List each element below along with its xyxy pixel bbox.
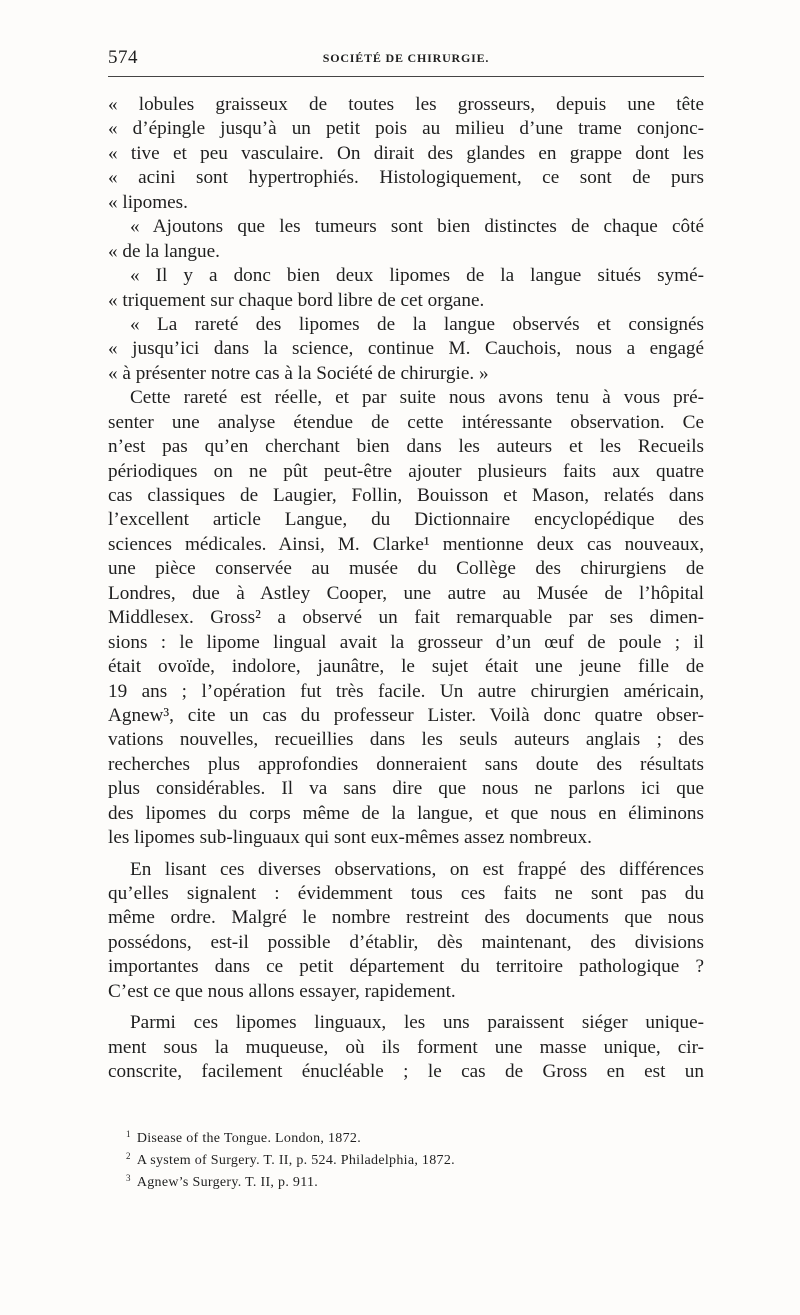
text-line: « lipomes. (108, 191, 188, 213)
text-line: Londres, due à Astley Cooper, une autre au Musée de l’hôpital (108, 582, 704, 604)
footnote-mark: 3 (126, 1173, 131, 1183)
page-number: 574 (108, 47, 138, 68)
body-paragraph (108, 1011, 704, 1084)
text-line: Agnew³, cite un cas du professeur Lister. Voilà donc quatre obser- (108, 704, 704, 726)
footnote (126, 1145, 686, 1167)
text-line: conscrite, facilement énucléable ; le cas de Gross en est un (108, 1061, 704, 1083)
running-title: SOCIÉTÉ DE CHIRURGIE. (322, 51, 490, 65)
body-paragraph (108, 386, 704, 850)
footnote-text: A system of Surgery. T. II, p. 524. Philadelphia, 1872. (136, 1153, 455, 1168)
footnote-text: Disease of the Tongue. London, 1872. (136, 1131, 362, 1146)
quote-paragraph (108, 264, 704, 313)
text-line: possédons, est-il possible d’établir, dès maintenant, des divisions (108, 931, 704, 953)
text-line: En lisant ces diverses observations, on est frappé des différences (130, 858, 704, 880)
text-line: une pièce conservée au musée du Collège des chirurgiens de (108, 558, 704, 580)
text-line: ment sous la muqueuse, où ils forment une masse unique, cir- (108, 1036, 704, 1058)
footnote-mark: 1 (126, 1129, 131, 1139)
footnote-mark: 2 (126, 1151, 131, 1161)
text-line: « jusqu’ici dans la science, continue M. Cauchois, nous a engagé (108, 338, 704, 360)
text-line: « d’épingle jusqu’à un petit pois au milieu d’une trame conjonc- (108, 118, 704, 140)
text-line: C’est ce que nous allons essayer, rapidement. (108, 980, 456, 1002)
page-header (108, 47, 704, 71)
text-line: vations nouvelles, recueillies dans les seuls auteurs anglais ; des (108, 729, 704, 751)
footnote (126, 1123, 686, 1145)
text-line: qu’elles signalent : évidemment tous ces faits ne sont pas du (108, 883, 704, 904)
text-line: senter une analyse étendue de cette intéressante observation. Ce (108, 411, 704, 433)
text-line: sciences médicales. Ainsi, M. Clarke¹ mentionne deux cas nouveaux, (108, 533, 704, 555)
text-line: Parmi ces lipomes linguaux, les uns paraissent siéger unique- (130, 1012, 704, 1034)
text-line: sions : le lipome lingual avait la grosseur d’un œuf de poule ; il (108, 631, 704, 653)
text-line: « acini sont hypertrophiés. Histologiquement, ce sont de purs (108, 167, 704, 189)
body-text (108, 93, 704, 1085)
text-line: était ovoïde, indolore, jaunâtre, le sujet était une jeune fille de (108, 656, 704, 678)
book-page (108, 0, 704, 1315)
text-line: des lipomes du corps même de la langue, et que nous en éliminons (108, 802, 704, 824)
text-line: même ordre. Malgré le nombre restreint des documents que nous (108, 907, 704, 929)
text-line: « Il y a donc bien deux lipomes de la langue situés symé- (130, 265, 704, 287)
text-line: « La rareté des lipomes de la langue observés et consignés (130, 313, 704, 335)
quote-paragraph (108, 93, 704, 215)
quote-paragraph (108, 313, 704, 386)
text-line: cas classiques de Laugier, Follin, Bouisson et Mason, relatés dans (108, 485, 704, 506)
text-line: « triquement sur chaque bord libre de cet organe. (108, 289, 485, 311)
body-paragraph (108, 858, 704, 1005)
text-line: périodiques on ne pût peut-être ajouter plusieurs faits aux quatre (108, 460, 704, 482)
text-line: l’excellent article Langue, du Dictionnaire encyclopédique des (108, 509, 704, 531)
header-rule (108, 76, 704, 77)
footnote-text: Agnew’s Surgery. T. II, p. 911. (136, 1175, 319, 1190)
text-line: « tive et peu vasculaire. On dirait des glandes en grappe dont les (108, 142, 704, 164)
text-line: recherches plus approfondies donneraient sans doute des résultats (108, 753, 704, 775)
text-line: Middlesex. Gross² a observé un fait remarquable par ses dimen- (108, 607, 704, 629)
text-line: les lipomes sub-linguaux qui sont eux-mêmes assez nombreux. (108, 827, 592, 849)
text-line: importantes dans ce petit département du territoire pathologique ? (108, 956, 704, 978)
text-line: « à présenter notre cas à la Société de chirurgie. » (108, 362, 489, 384)
quote-paragraph (108, 215, 704, 264)
text-line: Cette rareté est réelle, et par suite nous avons tenu à vous pré- (130, 387, 704, 409)
text-line: « de la langue. (108, 240, 220, 262)
text-line: « lobules graisseux de toutes les grosseurs, depuis une tête (108, 94, 704, 115)
footnotes (126, 1123, 686, 1189)
text-line: n’est pas qu’en cherchant bien dans les auteurs et les Recueils (108, 436, 704, 458)
text-line: plus considérables. Il va sans dire que nous ne parlons ici que (108, 778, 704, 800)
footnote (126, 1167, 686, 1189)
text-line: « Ajoutons que les tumeurs sont bien distinctes de chaque côté (130, 216, 704, 238)
text-line: 19 ans ; l’opération fut très facile. Un autre chirurgien américain, (108, 680, 704, 702)
